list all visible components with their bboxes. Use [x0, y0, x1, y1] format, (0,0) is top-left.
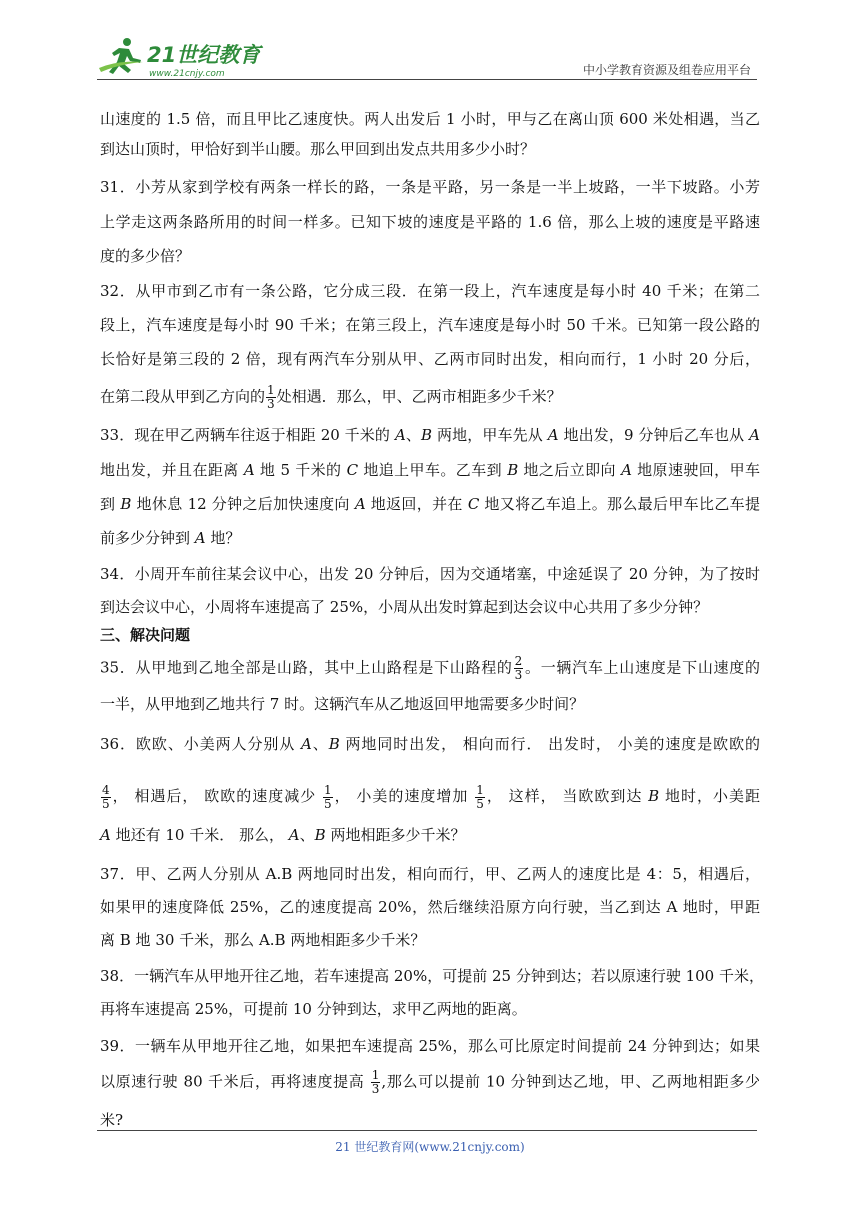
var-c: C: [346, 461, 359, 479]
text-span: ， 相遇后， 欧欧的速度减少: [111, 787, 322, 805]
text-span: ， 小美的速度增加: [333, 787, 475, 805]
var-b: B: [328, 735, 340, 753]
var-a: A: [100, 826, 111, 844]
text-line: 如果甲的速度降低 25%，乙的速度提高 20%，然后继续沿原方向行驶，当乙到达 A 地时，甲距: [100, 898, 760, 916]
question-31: [100, 176, 760, 280]
text-span: 33．现在甲乙两辆车往返于相距 20 千米的: [100, 426, 395, 444]
logo-main-text: 21世纪教育: [147, 43, 261, 67]
var-c: C: [467, 495, 480, 513]
text-line: 再将车速提高 25%，可提前 10 分钟到达，求甲乙两地的距离。: [100, 1000, 527, 1018]
var-a: A: [194, 529, 206, 547]
text-span: 地原速驶回，甲车: [631, 461, 760, 479]
text-span: 地还有 10 千米． 那么，: [110, 826, 289, 844]
logo: [97, 36, 267, 80]
text-line: [100, 459, 760, 493]
var-a: A: [301, 735, 312, 753]
text-line: [100, 733, 760, 773]
runner-icon: [99, 38, 143, 74]
var-a: A: [288, 826, 300, 844]
var-a: A: [547, 426, 559, 444]
text-line: 一半，从甲地到乙地共行 7 时。这辆汽车从乙地返回甲地需要多少时间？: [100, 695, 585, 713]
text-span: 地返回，并在: [365, 495, 468, 513]
text-span: 地时，小美距: [659, 787, 760, 805]
text-span: 地又将乙车追上。那么最后甲车比乙车提: [479, 495, 760, 513]
question-37: [100, 863, 760, 965]
question-39: [100, 1035, 760, 1131]
text-span: 到: [100, 495, 121, 513]
text-span: 两地同时出发， 相向而行． 出发时， 小美的速度是欧欧的: [339, 735, 760, 753]
text-line: 长恰好是第三段的 2 倍，现有两汽车分别从甲、乙两市同时出发，相向而行，1 小时 20 分后，: [100, 350, 760, 368]
text-span: 在第二段从甲到乙方向的: [100, 387, 266, 406]
fraction-numerator: 1: [476, 782, 484, 797]
text-line: 34．小周开车前往某会议中心，出发 20 分钟后，因为交通堵塞，中途延误了 20 分钟，为了按时: [100, 565, 760, 583]
text-span: 处相遇．那么，甲、乙两市相距多少千米？: [276, 387, 562, 406]
var-b: B: [314, 826, 326, 844]
fraction-denominator: 3: [267, 397, 275, 411]
text-line: 离 B 地 30 千米，那么 A.B 两地相距多少千米？: [100, 931, 426, 949]
text-span: 地 5 千米的: [254, 461, 347, 479]
question-30-cont: [100, 100, 760, 176]
header-divider: [97, 79, 757, 80]
text-span: 地之后立即向: [518, 461, 622, 479]
text-line: 米?: [100, 1111, 124, 1129]
text-span: 35．从甲地到乙地全部是山路，其中上山路程是下山路程的: [100, 658, 513, 677]
text-span: 36．欧欧、小美两人分别从: [100, 735, 302, 753]
text-line: 到达会议中心，小周将车速提高了 25%，小周从出发时算起到达会议中心共用了多少分钟？: [100, 598, 709, 616]
text-line: [100, 1069, 760, 1109]
var-a: A: [394, 426, 406, 444]
platform-name: 中小学教育资源及组卷应用平台: [582, 63, 751, 77]
text-line: 31．小芳从家到学校有两条一样长的路，一条是平路，另一条是一半上坡路，一半下坡路。小芳: [100, 178, 760, 196]
text-line: [100, 493, 760, 527]
fraction-one-fifth: [475, 784, 485, 811]
text-line: 段上，汽车速度是每小时 90 千米；在第三段上，汽车速度是每小时 50 千米。已知第一段公路的: [100, 316, 760, 334]
fraction-denominator: 5: [102, 796, 110, 811]
fraction-denominator: 5: [476, 796, 484, 811]
text-line: [100, 424, 760, 459]
text-span: 地出发，9 分钟后乙车也从: [558, 426, 750, 444]
text-span: 、: [311, 735, 329, 753]
text-line: [100, 773, 760, 819]
text-span: 以原速行驶 80 千米后，再将速度提高: [100, 1072, 370, 1091]
text-span: 地休息 12 分钟之后加快速度向: [131, 495, 355, 513]
text-line: 到达山顶时，甲恰好到半山腰。那么甲回到出发点共用多少小时？: [100, 140, 536, 158]
text-span: 地？: [205, 529, 241, 547]
var-b: B: [507, 461, 519, 479]
text-line: [100, 527, 760, 563]
fraction-one-third: [266, 384, 276, 411]
text-span: 地追上甲车。乙车到: [358, 461, 508, 479]
page-header: [97, 30, 757, 80]
text-span: 前多少分钟到: [100, 529, 195, 547]
section-title: 三、解决问题: [100, 626, 191, 644]
fraction-numerator: 1: [371, 1068, 380, 1082]
fraction-four-fifths: [101, 784, 111, 811]
footer-text: 21 世纪教育网(www.21cnjy.com): [335, 1140, 525, 1154]
text-span: ,那么可以提前 10 分钟到达乙地，甲、乙两地相距多少: [381, 1072, 760, 1091]
fraction-numerator: 1: [323, 782, 332, 797]
fraction-denominator: 5: [323, 796, 332, 811]
var-a: A: [621, 461, 632, 479]
fraction-numerator: 1: [267, 383, 275, 397]
var-b: B: [421, 426, 433, 444]
question-36: [100, 733, 760, 863]
text-span: ， 这样， 当欧欧到达: [485, 787, 649, 805]
text-span: 、: [299, 826, 315, 844]
var-b: B: [648, 787, 660, 805]
document-body: [100, 100, 764, 1131]
text-line: 38．一辆汽车从甲地开往乙地，若车速提高 20%，可提前 25 分钟到达；若以原速行驶 100 千米，: [100, 967, 764, 985]
fraction-one-fifth: [323, 784, 333, 811]
text-line: [100, 819, 760, 863]
question-34: [100, 563, 760, 624]
var-b: B: [120, 495, 132, 513]
text-line: 山速度的 1.5 倍，而且甲比乙速度快。两人出发后 1 小时，甲与乙在离山顶 600 米处相遇，当乙: [100, 110, 760, 128]
logo-url-text: www.21cnjy.com: [149, 69, 225, 79]
text-line: 39．一辆车从甲地开往乙地，如果把车速提高 25%，那么可比原定时间提前 24 分钟到达；如果: [100, 1037, 760, 1055]
fraction-numerator: 2: [514, 654, 523, 668]
question-38: [100, 965, 764, 1035]
fraction-one-third: [371, 1069, 381, 1096]
text-span: 两地相距多少千米？: [325, 826, 466, 844]
var-a: A: [243, 461, 255, 479]
var-a: A: [749, 426, 760, 444]
text-span: 。一辆汽车上山速度是下山速度的: [524, 658, 760, 677]
question-32: [100, 280, 760, 424]
question-33: [100, 424, 760, 563]
footer-divider: [97, 1130, 757, 1131]
text-span: 、: [405, 426, 422, 444]
fraction-two-thirds: [514, 655, 524, 682]
text-line: 37．甲、乙两人分别从 A.B 两地同时出发，相向而行，甲、乙两人的速度比是 4：5，相遇后，: [100, 865, 760, 883]
text-line: [100, 384, 760, 424]
text-line: 上学走这两条路所用的时间一样多。已知下坡的速度是平路的 1.6 倍，那么上坡的速度是平路速: [100, 213, 760, 231]
text-line: [100, 655, 760, 693]
fraction-numerator: 4: [102, 782, 110, 797]
question-35: [100, 655, 760, 733]
text-line: 度的多少倍？: [100, 247, 191, 265]
text-span: 地出发，并且在距离: [100, 461, 244, 479]
var-a: A: [354, 495, 366, 513]
fraction-denominator: 3: [371, 1082, 380, 1096]
fraction-denominator: 3: [514, 668, 523, 682]
text-line: 32．从甲市到乙市有一条公路，它分成三段．在第一段上，汽车速度是每小时 40 千米；在第二: [100, 282, 760, 300]
text-span: 两地，甲车先从: [432, 426, 548, 444]
